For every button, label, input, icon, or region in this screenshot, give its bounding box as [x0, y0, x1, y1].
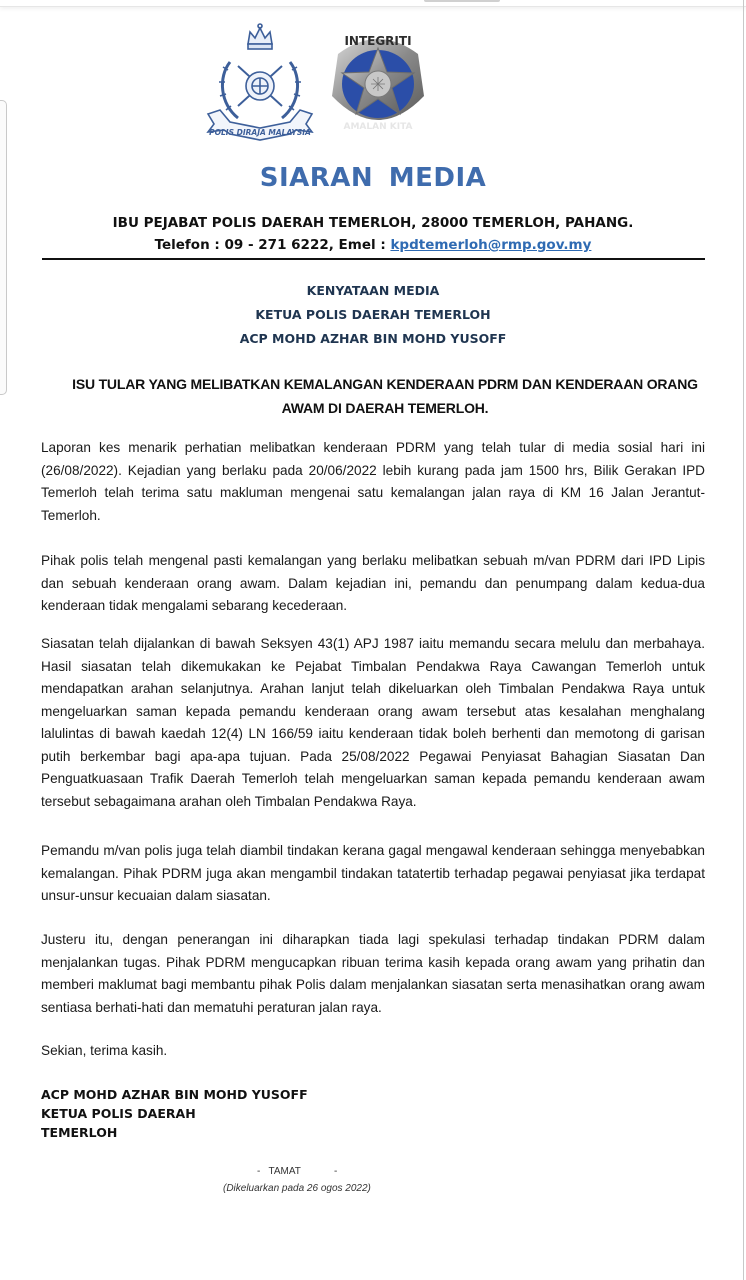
body-paragraph: Laporan kes menarik perhatian melibatkan kenderaan PDRM yang telah tular di media sosial hari ini (26/08/2022). Kejadian yang berlaku pada 20/06/2022 lebih kurang pada jam 1500 hrs, Bilik Gerakan IPD Temerloh telah terima satu makluman mengenai satu kemalangan jalan raya di KM 16 Jalan Jerantut-Temerloh.: [41, 440, 705, 523]
email-link[interactable]: kpdtemerloh@rmp.gov.my: [390, 237, 592, 253]
office-address: IBU PEJABAT POLIS DAERAH TEMERLOH, 28000 TEMERLOH, PAHANG.: [112, 215, 634, 231]
header-divider: [42, 258, 705, 260]
signatory-name: ACP MOHD AZHAR BIN MOHD YUSOFF: [41, 1087, 308, 1102]
svg-text:POLIS DIRAJA MALAYSIA: POLIS DIRAJA MALAYSIA: [209, 128, 311, 137]
contact-line: [0, 237, 746, 253]
svg-text:INTEGRITI: INTEGRITI: [344, 34, 412, 48]
press-headline: [60, 372, 710, 420]
integriti-badge-icon: [328, 26, 428, 138]
body-paragraph: Siasatan telah dijalankan di bawah Seksyen 43(1) APJ 1987 iaitu memandu secara melulu dan merbahaya. Hasil siasatan telah dikemukakan ke Pejabat Timbalan Pendakwa Raya Cawangan Temerloh untuk mendapatkan arahan selanjutnya. Arahan lanjut telah dikeluarkan oleh Timbalan Pendakwa Raya untuk mengeluarkan saman kepada pemandu kenderaan orang awam tersebut atas kesalahan menghalang lalulintas di bawah kaedah 12(4) LN 166/59 iaitu kenderaan tidak boleh berhenti dan memotong di garisan putih berkembar bagi apa-apa tujuan. Pada 25/08/2022 Pegawai Penyiasat Bahagian Siasatan Dan Penguatkuasaan Trafik Daerah Temerloh telah mengeluarkan saman kepada pemandu kenderaan awam tersebut sebagaimana arahan oleh Timbalan Pendakwa Raya.: [41, 636, 705, 809]
statement-officer: ACP MOHD AZHAR BIN MOHD YUSOFF: [239, 331, 507, 346]
svg-text:AMALAN KITA: AMALAN KITA: [343, 122, 413, 132]
statement-heading: [0, 279, 746, 351]
top-handle[interactable]: [424, 0, 500, 2]
pdrm-crest-icon: [200, 22, 320, 142]
contact-phone: Telefon : 09 - 271 6222, Emel :: [154, 237, 391, 253]
issued-date: (Dikeluarkan pada 26 ogos 2022): [223, 1183, 371, 1194]
body-paragraph: Pemandu m/van polis juga telah diambil tindakan kerana gagal mengawal kenderaan sehingga menyebabkan kemalangan. Pihak PDRM juga akan mengambil tindakan tatatertib terhadap pegawai penyiasat jika terdapat unsur-unsur kecuaian dalam siasatan.: [41, 843, 705, 903]
signatory-district: TEMERLOH: [41, 1125, 118, 1140]
logo-row: [200, 22, 440, 142]
body-paragraph: Pihak polis telah mengenal pasti kemalangan yang berlaku melibatkan sebuah m/van PDRM dari IPD Lipis dan sebuah kenderaan orang awam. Dalam kejadian ini, pemandu dan penumpang dalam kedua-dua kenderaan tidak mengalami sebarang kecederaan.: [41, 553, 705, 613]
closing-line: Sekian, terima kasih.: [41, 1043, 168, 1058]
headline-line-1: ISU TULAR YANG MELIBATKAN KEMALANGAN KENDERAAN PDRM DAN KENDERAAN ORANG: [72, 376, 698, 392]
body-paragraph: Justeru itu, dengan penerangan ini diharapkan tiada lagi spekulasi terhadap tindakan PDRM dalam menjalankan tugas. Pihak PDRM mengucapkan ribuan terima kasih kepada orang awam yang prihatin dan memberi maklumat bagi membantu pihak Polis dalam menjalankan siasatan serta menasihatkan orang awam sentiasa berhati-hati dan mematuhi peraturan jalan raya.: [41, 932, 705, 1015]
end-marker: - TAMAT -: [257, 1166, 338, 1177]
signature-block: [41, 1085, 308, 1142]
statement-office: KETUA POLIS DAERAH TEMERLOH: [255, 307, 491, 322]
document-title: SIARAN MEDIA: [259, 163, 487, 193]
top-bar: [0, 0, 746, 7]
headline-line-2: AWAM DI DAERAH TEMERLOH.: [281, 400, 489, 416]
signatory-position: KETUA POLIS DAERAH: [41, 1106, 196, 1121]
statement-type: KENYATAAN MEDIA: [306, 283, 440, 298]
